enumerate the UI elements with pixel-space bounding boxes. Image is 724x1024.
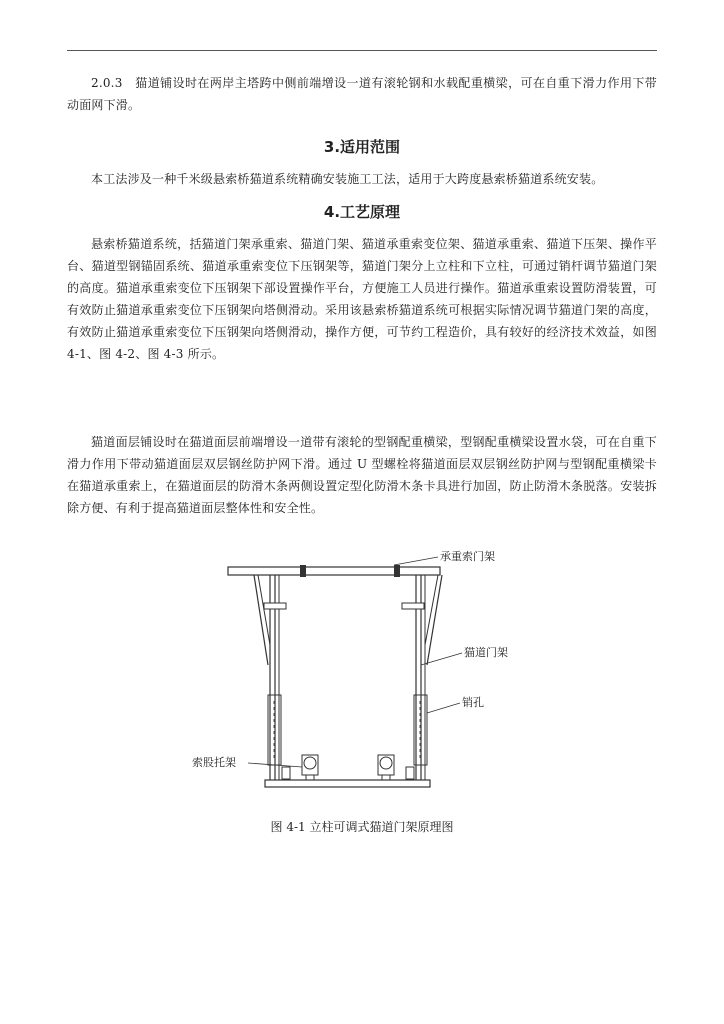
section-number: 2.0.3 (91, 76, 123, 90)
right-column (402, 575, 442, 780)
figure-4-1 (180, 545, 560, 815)
strand-bracket-left (302, 755, 318, 780)
label-frame: 猫道门架 (464, 646, 508, 659)
section-4-heading: 4.工艺原理 (323, 203, 401, 221)
figure-caption: 图 4-1 立柱可调式猫道门架原理图 (270, 820, 454, 834)
section-3-heading: 3.适用范围 (323, 138, 401, 156)
top-beam (228, 567, 440, 575)
label-bracket: 索股托架 (192, 756, 236, 769)
strand-bracket-right (378, 755, 394, 780)
section-text: 猫道铺设时在两岸主塔跨中侧前端增设一道有滚轮钢和水载配重横梁，可在自重下滑力作用下带动面网下滑。 (67, 76, 658, 112)
bottom-beam (265, 780, 430, 787)
section-4-paragraph-1: 悬索桥猫道系统，括猫道门架承重索、猫道门架、猫道承重索变位架、猫道承重索、猫道下压架、操作平台、猫道型钢锚固系统、猫道承重索变位下压钢架等，猫道门架分上立柱和下立柱，可通过销杆调节猫道门架的高度。猫道承重索变位下压钢架下部设置操作平台，方便施工人员进行操作。猫道承重索设置防滑装置，可有效防止猫道承重索变位下压钢架向塔侧滑动。采用该悬索桥猫道系统可根据实际情况调节猫道门架的高度，有效防止猫道承重索变位下压钢架向塔侧滑动，操作方便，可节约工程造价，具有较好的经济技术效益，如图 4-1、图 4-2、图 4-3 所示。 (67, 237, 657, 361)
beam-clamp-left (300, 565, 306, 577)
section-4-paragraph-2: 猫道面层铺设时在猫道面层前端增设一道带有滚轮的型钢配重横梁，型钢配重横梁设置水袋，可在自重下滑力作用下带动猫道面层双层钢丝防护网下滑。通过 U 型螺栓将猫道面层双层钢丝防护网与型钢配重横梁卡在猫道承重索上，在猫道面层的防滑木条两侧设置定型化防滑木条卡具进行加固，防止防滑木条脱落。安装拆除方便、有利于提高猫道面层整体性和安全性。 (67, 435, 657, 515)
label-top-beam: 承重索门架 (440, 550, 495, 563)
label-pin-hole: 销孔 (462, 696, 484, 709)
section-2-0-3 (67, 72, 657, 116)
gantry-diagram (180, 545, 560, 815)
beam-clamp-right (394, 565, 400, 577)
header-rule (67, 50, 657, 51)
left-column (254, 575, 286, 780)
section-3-text: 本工法涉及一种千米级悬索桥猫道系统精确安装施工工法，适用于大跨度悬索桥猫道系统安装。 (91, 172, 604, 186)
